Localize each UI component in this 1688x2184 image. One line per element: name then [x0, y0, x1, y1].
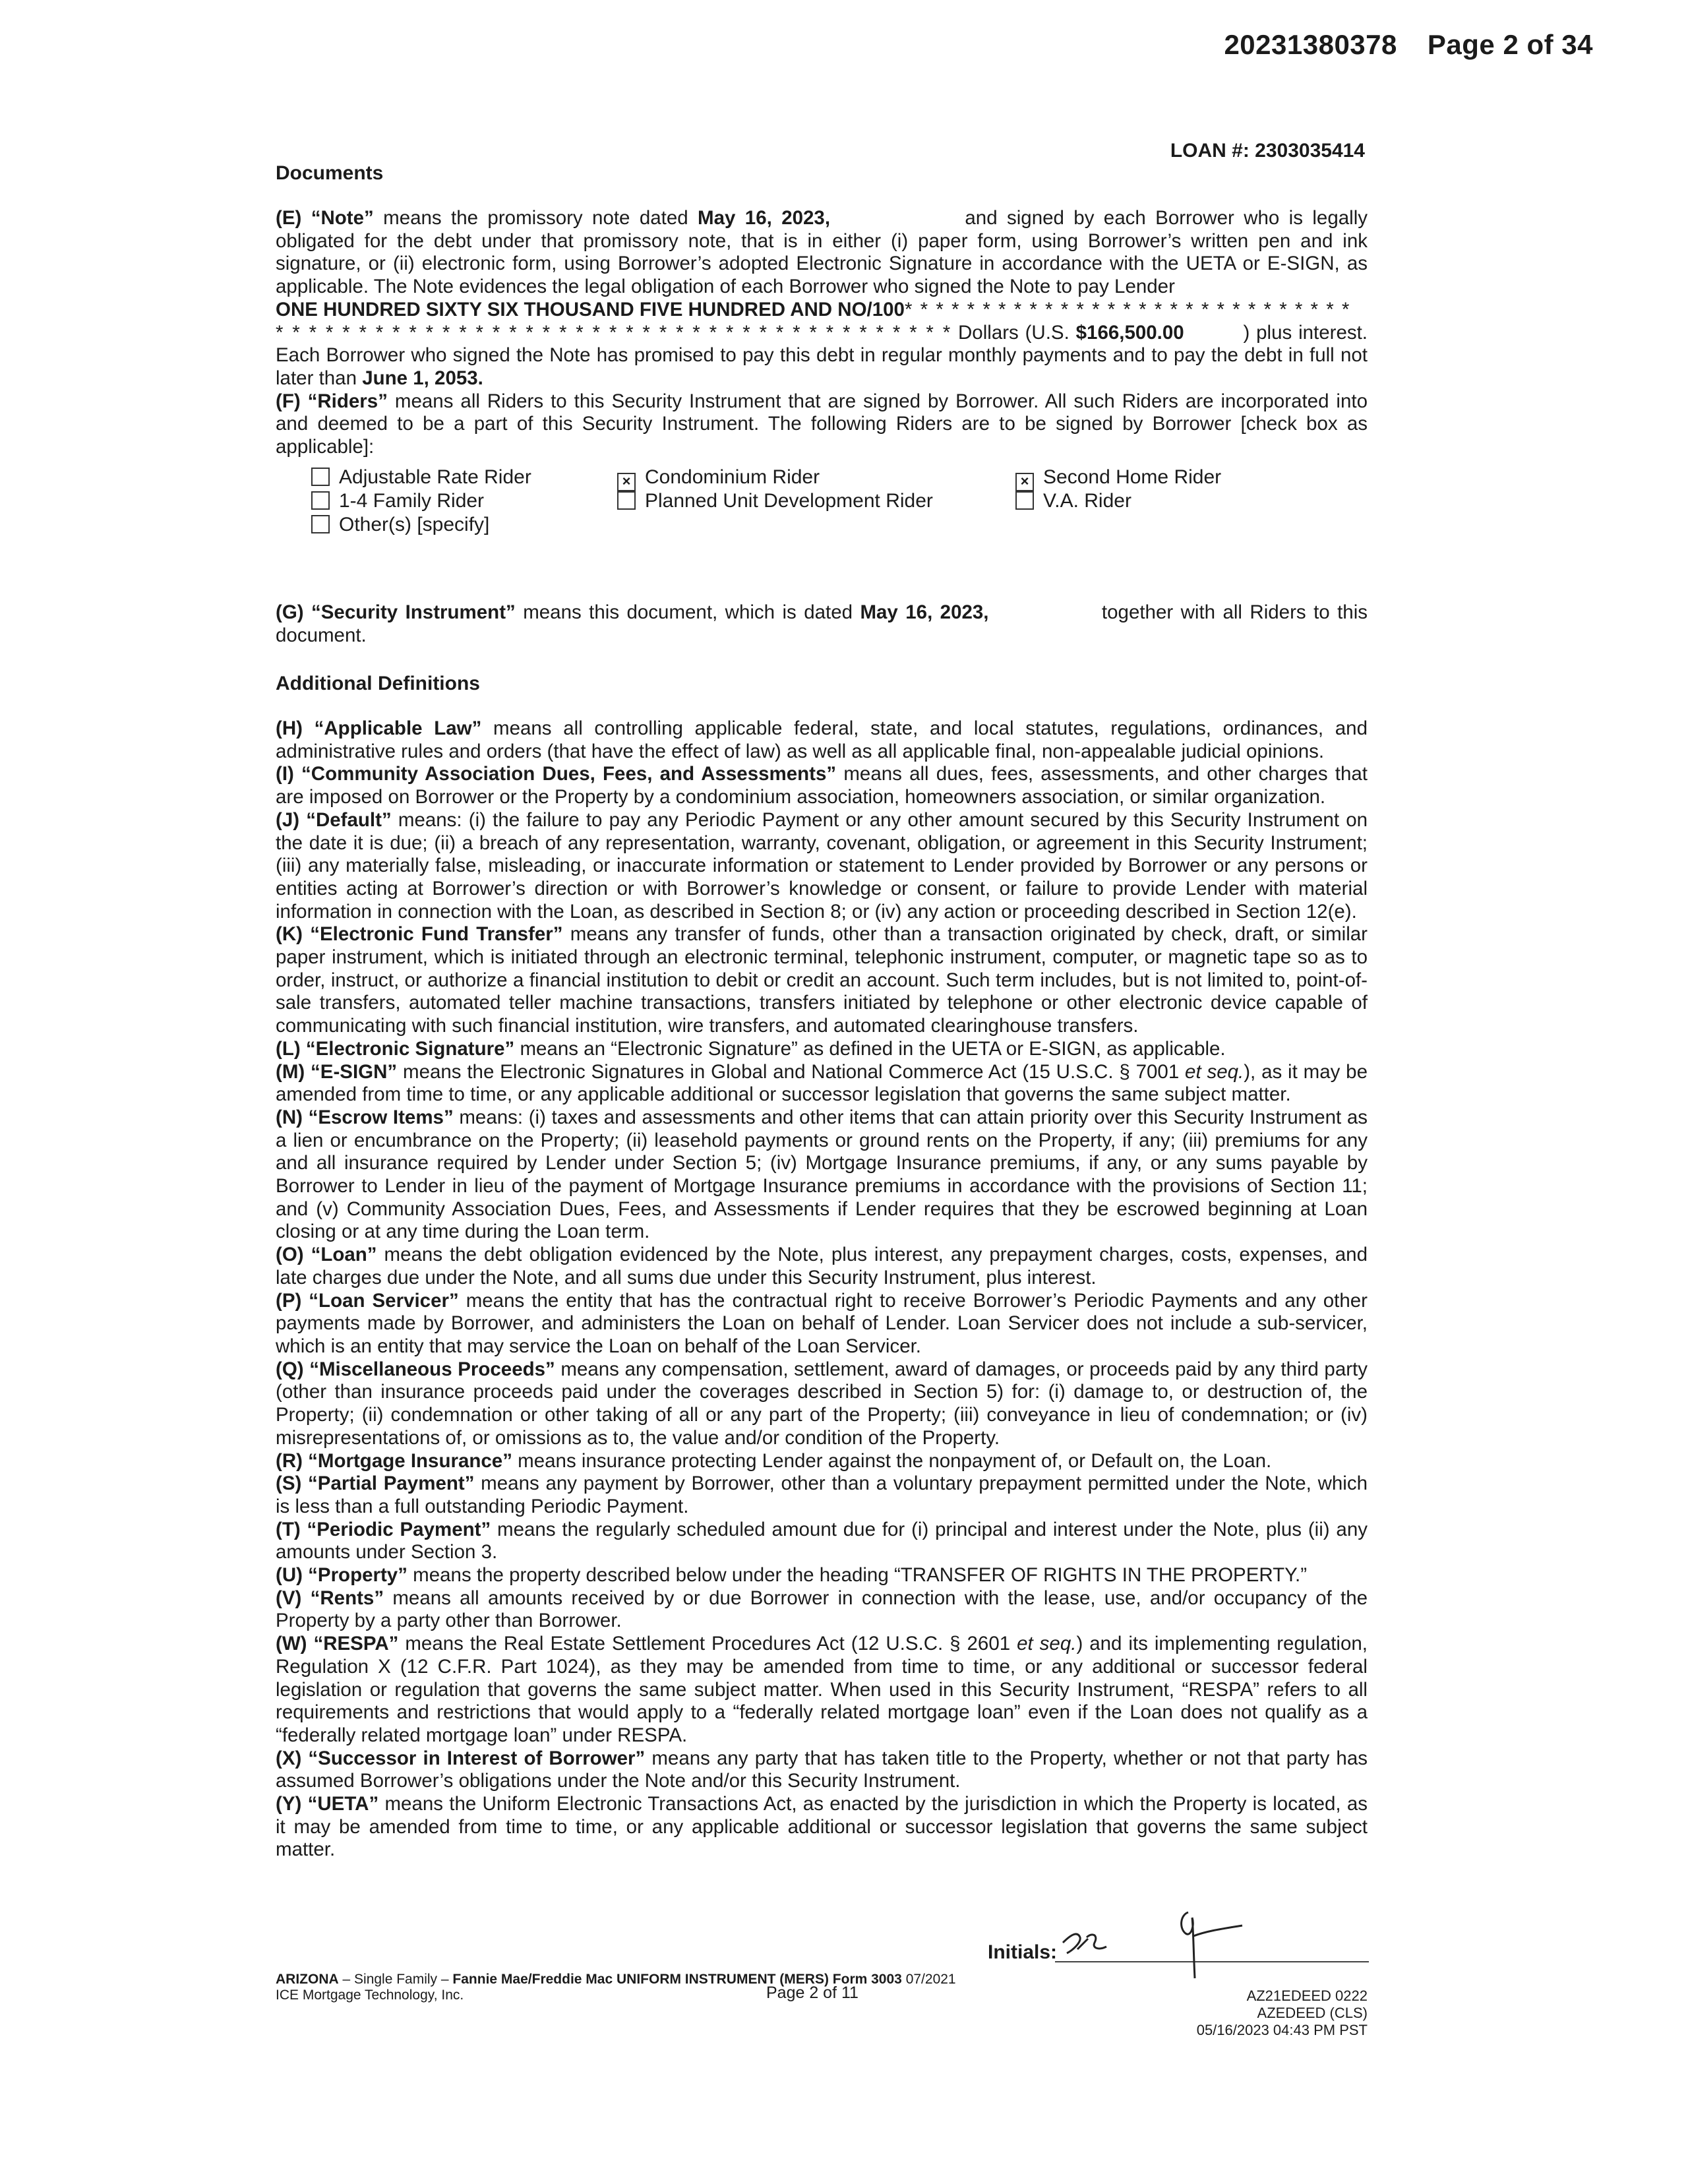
- form-state: ARIZONA: [276, 1972, 339, 1987]
- definition-italic: et seq.: [1017, 1633, 1077, 1655]
- additional-definitions-heading: Additional Definitions: [276, 673, 480, 694]
- definition-text: means all controlling applicable federal, state, and local statutes, regulations, ordinances, and administrative rules and orders (that have the effect of law) as well as all applicable final, non-appealable judicial opinions.: [276, 717, 1368, 762]
- riders-label: (F) “Riders”: [276, 390, 388, 412]
- form-date: 07/2021: [901, 1972, 956, 1987]
- definition-label: (O) “Loan”: [276, 1244, 377, 1266]
- form-title: Fannie Mae/Freddie Mac UNIFORM INSTRUMENT (MERS) Form 3003: [452, 1972, 902, 1987]
- definition-item: [276, 1747, 1368, 1793]
- checkbox[interactable]: [617, 491, 636, 510]
- definition-item: [276, 923, 1368, 1038]
- definition-item: [276, 1472, 1368, 1518]
- checkbox-checked[interactable]: ×: [1015, 473, 1034, 491]
- form-page-number: Page 2 of 11: [766, 1984, 859, 2002]
- rider-others[interactable]: Other(s) [specify]: [311, 513, 489, 536]
- amount-stars-1: * * * * * * * * * * * * * * * * * * * * * * * * * * * * *: [904, 298, 1351, 320]
- loan-number: LOAN #: 2303035414: [1170, 140, 1365, 162]
- definition-text: means the Uniform Electronic Transactions Act, as enacted by the jurisdiction in which the Property is located, as it may be amended from time to time, or any applicable additional or successor legislation that governs the same subject matter.: [276, 1793, 1368, 1861]
- definition-label: (Y) “UETA”: [276, 1793, 379, 1815]
- checkbox[interactable]: [1015, 491, 1034, 510]
- security-instrument-label: (G) “Security Instrument”: [276, 601, 516, 623]
- documents-heading: Documents: [276, 162, 384, 184]
- initials-signature-2: [1174, 1899, 1246, 1985]
- definition-label: (H) “Applicable Law”: [276, 717, 482, 739]
- definition-text: means the Real Estate Settlement Procedures Act (12 U.S.C. § 2601: [398, 1633, 1017, 1655]
- definition-text-after: ), as it may be amended from time to time, or any applicable additional or successor legislation that governs the same subject matter.: [276, 1060, 1368, 1106]
- checkbox[interactable]: [311, 468, 330, 486]
- note-text-3: ) plus interest. Each Borrower who signed the Note has promised to pay this debt in regular monthly payments and to pay the debt in full not later than: [276, 321, 1368, 389]
- note-text-1: means the promissory note dated: [373, 207, 698, 229]
- definition-item: [276, 1038, 1368, 1061]
- rider-va[interactable]: V.A. Rider: [1015, 489, 1131, 512]
- definition-item: [276, 1358, 1368, 1450]
- definition-text: means: (i) taxes and assessments and other items that can attain priority over this Security Instrument as a lien or encumbrance on the Property; (ii) leasehold payments or ground rents on the Property, if any; (iii) premiums for any and all insurance required by Lender under Section 5; (iv) Mortgage Insurance premiums, if any, or any sums payable by Borrower to Lender in lieu of the payment of Mortgage Insurance premiums in accordance with the provisions of Section 11; and (v) Community Association Dues, Fees, and Assessments if Lender requires that they be escrowed beginning at Loan closing or at any time during the Loan term.: [276, 1106, 1368, 1243]
- recording-header: [1224, 29, 1593, 61]
- riders-text: means all Riders to this Security Instrument that are signed by Borrower. All such Riders are incorporated into and deemed to be a part of this Security Instrument. The following Riders are to be signed by Borrower [check box as applicable]:: [276, 390, 1368, 458]
- definition-label: (V) “Rents”: [276, 1587, 384, 1609]
- initials-signature-1: [1058, 1923, 1110, 1960]
- definition-label: (N) “Escrow Items”: [276, 1106, 454, 1128]
- definition-label: (U) “Property”: [276, 1564, 407, 1587]
- note-text-2: and signed by each Borrower who is legally obligated for the debt under that promissory note, that is in either (i) paper form, using Borrower’s written pen and ink signature, or (ii) electronic form, using Borrower’s adopted Electronic Signature in accordance with the UETA or E-SIGN, as applicable. The Note evidences the legal obligation of each Borrower who signed the Note to pay Lender: [276, 207, 1368, 298]
- definition-text-after: ) and its implementing regulation, Regulation X (12 C.F.R. Part 1024), as they may be amended from time to time, or any additional or successor federal legislation or regulation that governs the same subject matter. When used in this Security Instrument, “RESPA” refers to all requirements and restrictions that would apply to a “federally related mortgage loan” even if the Loan does not qualify as a “federally related mortgage loan” under RESPA.: [276, 1633, 1368, 1746]
- definition-text: means any compensation, settlement, award of damages, or proceeds paid by any third party (other than insurance proceeds paid under the coverages described in Section 5) for: (i) damage to, or destruction of, the Property; (ii) condemnation or other taking of all or any part of the Property; (iii) conveyance in lieu of condemnation; or (iv) misrepresentations of, or omissions as to, the value and/or condition of the Property.: [276, 1358, 1368, 1449]
- definition-label: (S) “Partial Payment”: [276, 1472, 475, 1495]
- definition-text: means all dues, fees, assessments, and other charges that are imposed on Borrower or the Property by a condominium association, homeowners association, or similar organization.: [276, 763, 1368, 808]
- definition-text: means any party that has taken title to the Property, whether or not that party has assumed Borrower’s obligations under the Note and/or this Security Instrument.: [276, 1747, 1368, 1792]
- note-definition: [276, 207, 1368, 459]
- definition-text: means an “Electronic Signature” as defined in the UETA or E-SIGN, as applicable.: [514, 1037, 1226, 1060]
- definition-item: [276, 1107, 1368, 1244]
- definition-text: means the Electronic Signatures in Global and National Commerce Act (15 U.S.C. § 7001: [397, 1060, 1186, 1083]
- definition-text: means insurance protecting Lender against the nonpayment of, or Default on, the Loan.: [512, 1449, 1272, 1472]
- definition-text: means the property described below under the heading “TRANSFER OF RIGHTS IN THE PROPERTY.”: [407, 1564, 1308, 1587]
- definition-text: means the debt obligation evidenced by the Note, plus interest, any prepayment charges, costs, expenses, and late charges due under the Note, and all sums due under this Security Instrument, plus interest.: [276, 1244, 1368, 1289]
- definition-label: (Q) “Miscellaneous Proceeds”: [276, 1358, 555, 1380]
- document-number: 20231380378: [1224, 29, 1397, 60]
- definition-label: (I) “Community Association Dues, Fees, and Assessments”: [276, 763, 837, 785]
- checkbox[interactable]: [311, 491, 330, 510]
- security-instrument-text-1: means this document, which is dated: [515, 601, 860, 623]
- definition-text: means: (i) the failure to pay any Periodic Payment or any other amount secured by this Security Instrument on the date it is due; (ii) a breach of any representation, warranty, covenant, obligation, or agreement in this Security Instrument; (iii) any materially false, misleading, or inaccurate information or statement to Lender provided by Borrower or any persons or entities acting at Borrower’s direction or with Borrower’s knowledge or consent, or failure to provide Lender with material information in connection with the Loan, as described in Section 8; or (iv) any action or proceeding described in Section 12(e).: [276, 808, 1368, 923]
- company-name: ICE Mortgage Technology, Inc.: [276, 1987, 464, 2003]
- rider-condominium[interactable]: × Condominium Rider: [617, 466, 820, 491]
- initials-label: Initials:: [988, 1941, 1058, 1963]
- definition-item: [276, 1633, 1368, 1747]
- definition-text: means the regularly scheduled amount due for (i) principal and interest under the Note, plus (ii) any amounts under Section 3.: [276, 1518, 1368, 1563]
- rider-second-home[interactable]: × Second Home Rider: [1015, 466, 1221, 491]
- definition-item: [276, 1450, 1368, 1473]
- definition-label: (W) “RESPA”: [276, 1633, 399, 1655]
- security-instrument-text-2: together with all Riders to this document.: [276, 601, 1368, 646]
- form-footer: ARIZONA – Single Family – Fannie Mae/Freddie Mac UNIFORM INSTRUMENT (MERS) Form 3003 07/2021 ICE Mortgage Technology, Inc.: [276, 1972, 956, 2003]
- definition-item: [276, 763, 1368, 808]
- note-date: May 16, 2023,: [698, 207, 831, 229]
- definition-item: [276, 1587, 1368, 1633]
- maturity-date: June 1, 2053.: [362, 367, 483, 389]
- definition-text: means any transfer of funds, other than a transaction originated by check, draft, or similar paper instrument, which is initiated through an electronic terminal, telephonic instrument, computer, or magnetic tape so as to order, instruct, or authorize a financial institution to debit or credit an account. Such term includes, but is not limited to, point-of-sale transfers, automated teller machine transactions, transfers initiated by telephone or other electronic device capable of communicating with such financial institution, wire transfers, and automated clearinghouse transfers.: [276, 923, 1368, 1037]
- rider-1-4-family[interactable]: 1-4 Family Rider: [311, 489, 484, 512]
- dollars-label: Dollars (U.S.: [951, 321, 1076, 344]
- definition-item: [276, 1061, 1368, 1107]
- definition-item: [276, 717, 1368, 763]
- checkbox-checked[interactable]: ×: [617, 473, 636, 491]
- definition-text: means all amounts received by or due Borrower in connection with the lease, use, and/or occupancy of the Property by a party other than Borrower.: [276, 1587, 1368, 1632]
- definition-item: [276, 1519, 1368, 1564]
- amount-stars-2: * * * * * * * * * * * * * * * * * * * * * * * * * * * * * * * * * * * * * * * * *: [276, 321, 952, 344]
- form-code-1: AZ21EDEED 0222: [1246, 1987, 1368, 2004]
- definition-text: means any payment by Borrower, other than a voluntary prepayment permitted under the Note, which is less than a full outstanding Periodic Payment.: [276, 1472, 1368, 1517]
- note-label: (E) “Note”: [276, 207, 374, 229]
- definition-item: [276, 809, 1368, 924]
- form-codes: [1197, 1987, 1368, 2039]
- definition-text: means the entity that has the contractual right to receive Borrower’s Periodic Payments and any other payments made by Borrower, and administers the Loan on behalf of Lender. Loan Servicer does not include a sub-servicer, which is an entity that may service the Loan on behalf of the Loan Servicer.: [276, 1289, 1368, 1357]
- recording-page-label: Page 2 of 34: [1427, 29, 1593, 60]
- definition-label: (T) “Periodic Payment”: [276, 1518, 491, 1540]
- definition-label: (K) “Electronic Fund Transfer”: [276, 923, 563, 946]
- definition-label: (M) “E-SIGN”: [276, 1060, 398, 1083]
- form-code-2: AZEDEED (CLS): [1257, 2005, 1368, 2021]
- security-instrument-date: May 16, 2023,: [860, 601, 989, 623]
- definition-label: (L) “Electronic Signature”: [276, 1037, 515, 1060]
- rider-planned-unit-development[interactable]: Planned Unit Development Rider: [617, 489, 933, 512]
- definition-item: [276, 1793, 1368, 1862]
- definition-label: (J) “Default”: [276, 808, 392, 831]
- definition-label: (P) “Loan Servicer”: [276, 1289, 459, 1312]
- rider-adjustable-rate[interactable]: Adjustable Rate Rider: [311, 466, 531, 489]
- definition-item: [276, 1564, 1368, 1587]
- loan-amount: $166,500.00: [1075, 321, 1184, 344]
- checkbox[interactable]: [311, 515, 330, 533]
- amount-in-words: ONE HUNDRED SIXTY SIX THOUSAND FIVE HUNDRED AND NO/100: [276, 298, 905, 320]
- definition-item: [276, 1290, 1368, 1358]
- security-instrument-definition: [276, 601, 1368, 647]
- definition-label: (X) “Successor in Interest of Borrower”: [276, 1747, 646, 1769]
- definition-label: (R) “Mortgage Insurance”: [276, 1449, 512, 1472]
- print-timestamp: 05/16/2023 04:43 PM PST: [1196, 2022, 1368, 2038]
- definition-italic: et seq.: [1185, 1060, 1244, 1083]
- definitions-list: [276, 717, 1368, 1862]
- definition-item: [276, 1244, 1368, 1289]
